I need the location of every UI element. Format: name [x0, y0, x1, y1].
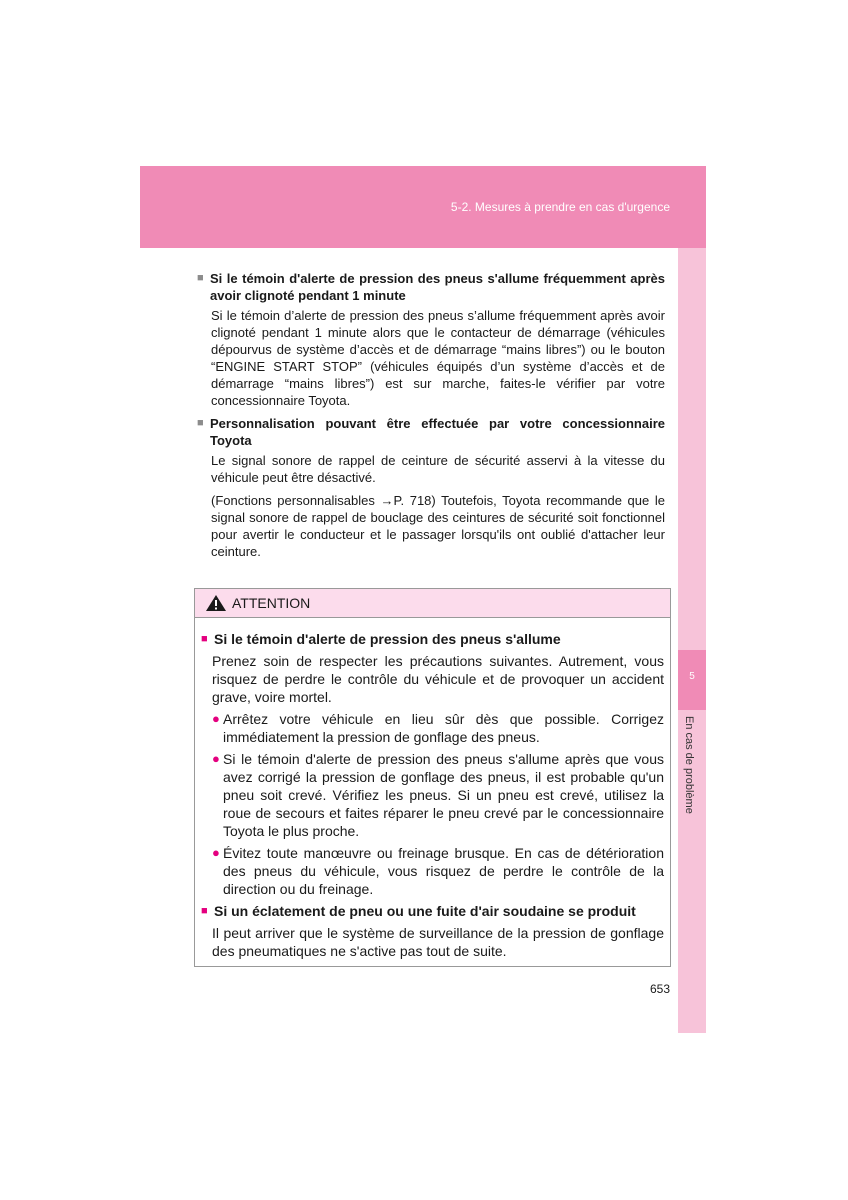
chapter-title: En cas de problème [683, 716, 695, 814]
square-bullet-icon: ■ [201, 905, 208, 917]
section-paragraph: Si le témoin d’alerte de pression des pneus s’allume fréquemment après avoir clignoté pendant 1 minute alors que le contacteur de démarrage (véhicules dépourvus de système d’accès et de démarrage “mains libres”) ou le bouton “ENGINE START STOP” (véhicules équipés d’un système d’accès et de démarrage “mains libres”) est sur marche, faites-le vérifier par votre concessionnaire Toyota. [211, 308, 665, 408]
attention-paragraph: Il peut arriver que le système de surveillance de la pression de gonflage des pneumatiques ne s'active pas tout de suite. [212, 925, 664, 959]
list-item [212, 710, 664, 746]
section-heading-text: Si le témoin d'alerte de pression des pneus s'allume fréquemment après avoir clignoté pendant 1 minute [210, 271, 665, 303]
list-item-text: Arrêtez votre véhicule en lieu sûr dès que possible. Corrigez immédiatement la pression de gonflage des pneus. [223, 711, 664, 745]
chapter-number: 5 [689, 671, 695, 682]
page-number: 653 [649, 982, 670, 996]
attention-header [195, 589, 670, 618]
attention-heading [201, 902, 664, 920]
attention-section-blowout [201, 902, 664, 960]
round-bullet-icon: ● [212, 751, 220, 766]
attention-heading-text: Si un éclatement de pneu ou une fuite d'air soudaine se produit [214, 903, 636, 919]
section-tpms-frequent [197, 270, 665, 409]
round-bullet-icon: ● [212, 711, 220, 726]
square-bullet-icon: ■ [197, 272, 204, 284]
list-item [212, 844, 664, 898]
section-header-band [140, 166, 706, 248]
section-paragraph: (Fonctions personnalisables →P. 718) Toutefois, Toyota recommande que le signal sonore de rappel de bouclage des ceintures de sécurité soit fonctionnel pour avertir le conducteur et le passager lorsqu'ils ont oublié d'attacher leur ceinture. [211, 493, 665, 559]
warning-triangle-icon [205, 594, 227, 612]
square-bullet-icon: ■ [197, 417, 204, 429]
section-heading-text: Personnalisation pouvant être effectuée par votre concessionnaire Toyota [210, 416, 665, 448]
attention-heading-text: Si le témoin d'alerte de pression des pneus s'allume [214, 631, 561, 647]
main-content [197, 270, 665, 566]
chapter-side-tab [678, 248, 706, 1033]
attention-body [195, 618, 670, 960]
chapter-tab-active [678, 650, 706, 710]
list-item-text: Si le témoin d'alerte de pression des pneus s'allume après que vous avez corrigé la pression de gonflage des pneus, il est probable qu'un pneu soit crevé. Vérifiez les pneus. Si un pneu est crevé, utilisez la roue de secours et faites réparer le pneu crevé par le concessionnaire Toyota le plus proche. [223, 751, 664, 839]
section-paragraph: Le signal sonore de rappel de ceinture de sécurité asservi à la vitesse du véhicule peut être désactivé. [211, 453, 665, 485]
section-customization [197, 415, 665, 560]
square-bullet-icon: ■ [201, 633, 208, 645]
section-heading [197, 415, 665, 449]
list-item [212, 750, 664, 840]
section-heading [197, 270, 665, 304]
attention-section-tpms [201, 630, 664, 898]
attention-heading [201, 630, 664, 648]
list-item-text: Évitez toute manœuvre ou freinage brusque. En cas de détérioration des pneus du véhicule, vous risquez de perdre le contrôle de la direction ou du freinage. [223, 845, 664, 897]
round-bullet-icon: ● [212, 845, 220, 860]
section-title: 5-2. Mesures à prendre en cas d'urgence [450, 200, 670, 214]
attention-title: ATTENTION [232, 595, 311, 611]
attention-box [194, 588, 671, 967]
attention-paragraph: Prenez soin de respecter les précautions suivantes. Autrement, vous risquez de perdre le contrôle du véhicule et de provoquer un accident grave, voire mortel. [212, 653, 664, 705]
